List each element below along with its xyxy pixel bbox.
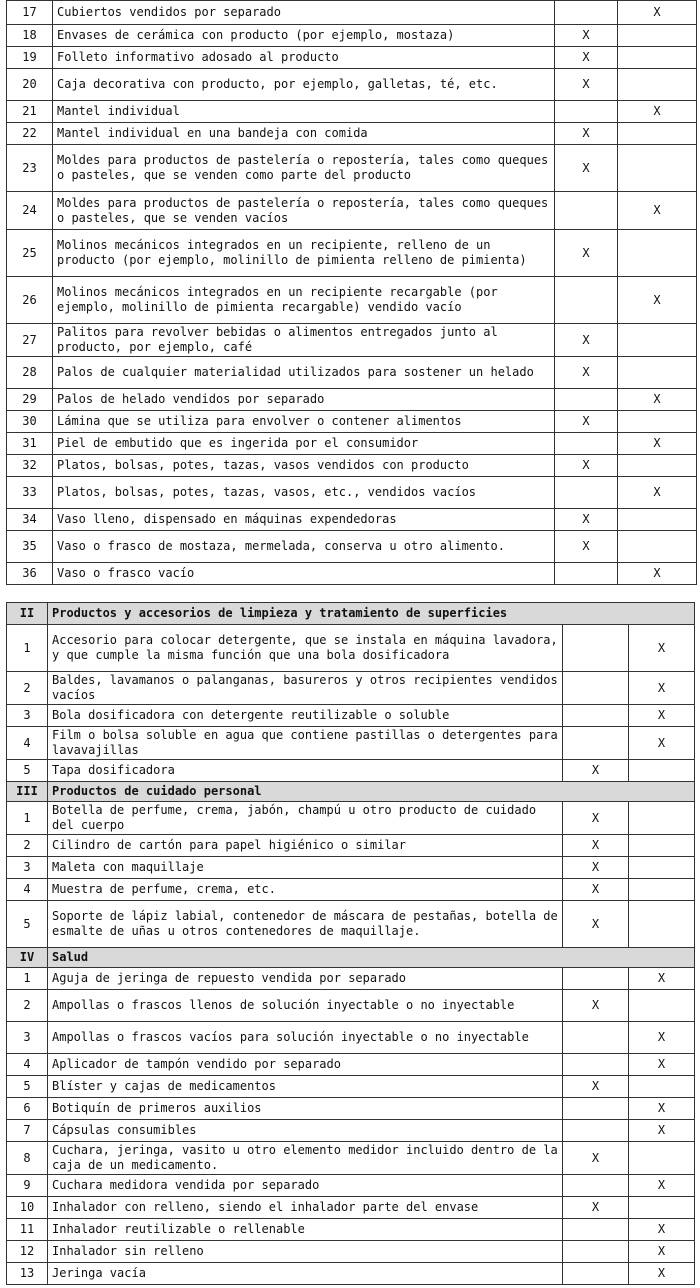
mark-column-b (618, 324, 697, 357)
item-description: Vaso o frasco vacío (53, 563, 555, 585)
mark-column-b (629, 879, 695, 901)
mark-column-b (618, 47, 697, 69)
mark-column-b: X (629, 727, 695, 760)
item-number: 18 (7, 25, 53, 47)
item-number: 21 (7, 101, 53, 123)
item-number: 29 (7, 389, 53, 411)
table-row (7, 509, 697, 531)
item-description: Lámina que se utiliza para envolver o contener alimentos (53, 411, 555, 433)
mark-column-a (563, 1263, 629, 1285)
mark-column-a (555, 433, 618, 455)
mark-column-b (629, 1076, 695, 1098)
mark-column-a (563, 1241, 629, 1263)
item-description: Molinos mecánicos integrados en un recipiente, relleno de un producto (por ejemplo, molinillo de pimienta relleno de pimienta) (53, 230, 555, 277)
mark-column-a (563, 1022, 629, 1054)
item-description: Piel de embutido que es ingerida por el consumidor (53, 433, 555, 455)
table-row (7, 990, 695, 1022)
table-body (7, 603, 695, 1285)
table-row (7, 357, 697, 389)
table-row (7, 1098, 695, 1120)
item-description: Botiquín de primeros auxilios (48, 1098, 563, 1120)
item-number: 12 (7, 1241, 48, 1263)
item-description: Botella de perfume, crema, jabón, champú u otro producto de cuidado del cuerpo (48, 802, 563, 835)
table-row (7, 531, 697, 563)
mark-column-b: X (629, 1241, 695, 1263)
table-packaging-part1 (6, 0, 697, 585)
mark-column-b: X (629, 1098, 695, 1120)
mark-column-b: X (629, 1219, 695, 1241)
item-description: Ampollas o frascos vacíos para solución inyectable o no inyectable (48, 1022, 563, 1054)
mark-column-b: X (618, 101, 697, 123)
table-row (7, 968, 695, 990)
item-number: 7 (7, 1120, 48, 1142)
mark-column-a: X (563, 901, 629, 948)
mark-column-a: X (563, 835, 629, 857)
table-row (7, 101, 697, 123)
section-header-row (7, 603, 695, 625)
mark-column-a (555, 389, 618, 411)
table-row (7, 857, 695, 879)
item-number: 17 (7, 1, 53, 25)
item-description: Envases de cerámica con producto (por ejemplo, mostaza) (53, 25, 555, 47)
table-row (7, 69, 697, 101)
item-number: 28 (7, 357, 53, 389)
mark-column-a: X (555, 357, 618, 389)
item-description: Platos, bolsas, potes, tazas, vasos vendidos con producto (53, 455, 555, 477)
table-row (7, 1120, 695, 1142)
mark-column-a (555, 477, 618, 509)
item-description: Aguja de jeringa de repuesto vendida por separado (48, 968, 563, 990)
mark-column-a (563, 625, 629, 672)
mark-column-a: X (563, 760, 629, 782)
mark-column-a (563, 968, 629, 990)
mark-column-a: X (555, 531, 618, 563)
table-row (7, 835, 695, 857)
item-number: 24 (7, 192, 53, 230)
table-row (7, 563, 697, 585)
mark-column-b: X (629, 1054, 695, 1076)
item-description: Inhalador con relleno, siendo el inhalador parte del envase (48, 1197, 563, 1219)
item-description: Film o bolsa soluble en agua que contiene pastillas o detergentes para lavavajillas (48, 727, 563, 760)
item-description: Inhalador reutilizable o rellenable (48, 1219, 563, 1241)
item-number: 22 (7, 123, 53, 145)
item-description: Bola dosificadora con detergente reutilizable o soluble (48, 705, 563, 727)
item-description: Folleto informativo adosado al producto (53, 47, 555, 69)
section-number: II (7, 603, 48, 625)
table-row (7, 1219, 695, 1241)
item-number: 31 (7, 433, 53, 455)
item-number: 3 (7, 705, 48, 727)
mark-column-b (629, 760, 695, 782)
item-description: Platos, bolsas, potes, tazas, vasos, etc., vendidos vacíos (53, 477, 555, 509)
table-row (7, 47, 697, 69)
item-number: 5 (7, 901, 48, 948)
item-description: Molinos mecánicos integrados en un recipiente recargable (por ejemplo, molinillo de pimienta recargable) vendido vacío (53, 277, 555, 324)
mark-column-b: X (629, 1120, 695, 1142)
table-body (7, 1, 697, 585)
mark-column-a (555, 101, 618, 123)
item-description: Aplicador de tampón vendido por separado (48, 1054, 563, 1076)
mark-column-b: X (618, 1, 697, 25)
table-row (7, 324, 697, 357)
table-row (7, 192, 697, 230)
table-row (7, 1, 697, 25)
table-row (7, 230, 697, 277)
section-header-row (7, 948, 695, 968)
mark-column-b (629, 835, 695, 857)
mark-column-a: X (563, 857, 629, 879)
item-number: 33 (7, 477, 53, 509)
item-description: Vaso lleno, dispensado en máquinas expendedoras (53, 509, 555, 531)
mark-column-b (629, 802, 695, 835)
item-description: Muestra de perfume, crema, etc. (48, 879, 563, 901)
item-description: Caja decorativa con producto, por ejemplo, galletas, té, etc. (53, 69, 555, 101)
mark-column-a: X (555, 47, 618, 69)
item-number: 10 (7, 1197, 48, 1219)
item-number: 8 (7, 1142, 48, 1175)
item-number: 35 (7, 531, 53, 563)
item-number: 5 (7, 760, 48, 782)
mark-column-b (618, 455, 697, 477)
item-description: Maleta con maquillaje (48, 857, 563, 879)
item-number: 25 (7, 230, 53, 277)
item-description: Palos de helado vendidos por separado (53, 389, 555, 411)
mark-column-a: X (555, 230, 618, 277)
item-description: Cuchara medidora vendida por separado (48, 1175, 563, 1197)
mark-column-a: X (555, 123, 618, 145)
item-number: 19 (7, 47, 53, 69)
item-description: Jeringa vacía (48, 1263, 563, 1285)
item-number: 3 (7, 1022, 48, 1054)
table-row (7, 625, 695, 672)
mark-column-a: X (555, 509, 618, 531)
table-row (7, 455, 697, 477)
item-number: 2 (7, 990, 48, 1022)
mark-column-a (563, 1219, 629, 1241)
item-number: 1 (7, 625, 48, 672)
section-header-row (7, 782, 695, 802)
table-row (7, 1142, 695, 1175)
mark-column-b (618, 145, 697, 192)
mark-column-b (629, 990, 695, 1022)
item-number: 26 (7, 277, 53, 324)
table-row (7, 1197, 695, 1219)
mark-column-b: X (629, 625, 695, 672)
table-row (7, 672, 695, 705)
mark-column-a (563, 727, 629, 760)
table-row (7, 411, 697, 433)
table-row (7, 145, 697, 192)
item-number: 11 (7, 1219, 48, 1241)
mark-column-a: X (555, 455, 618, 477)
mark-column-b: X (618, 477, 697, 509)
mark-column-a (555, 563, 618, 585)
table-row (7, 760, 695, 782)
mark-column-b: X (629, 1263, 695, 1285)
mark-column-b: X (629, 1175, 695, 1197)
mark-column-b (618, 411, 697, 433)
mark-column-a (555, 277, 618, 324)
item-description: Moldes para productos de pastelería o repostería, tales como queques o pasteles, que se venden como parte del producto (53, 145, 555, 192)
item-number: 9 (7, 1175, 48, 1197)
section-title: Productos y accesorios de limpieza y tratamiento de superficies (48, 603, 695, 625)
mark-column-b: X (618, 433, 697, 455)
table-row (7, 25, 697, 47)
item-description: Mantel individual en una bandeja con comida (53, 123, 555, 145)
table-row (7, 1263, 695, 1285)
item-number: 23 (7, 145, 53, 192)
item-number: 4 (7, 879, 48, 901)
item-number: 1 (7, 968, 48, 990)
table-row (7, 389, 697, 411)
item-number: 13 (7, 1263, 48, 1285)
item-number: 27 (7, 324, 53, 357)
mark-column-a (563, 1098, 629, 1120)
mark-column-b (618, 509, 697, 531)
mark-column-a (563, 1054, 629, 1076)
item-description: Accesorio para colocar detergente, que se instala en máquina lavadora, y que cumple la misma función que una bola dosificadora (48, 625, 563, 672)
table-row (7, 901, 695, 948)
item-description: Ampollas o frascos llenos de solución inyectable o no inyectable (48, 990, 563, 1022)
item-description: Cubiertos vendidos por separado (53, 1, 555, 25)
mark-column-a: X (555, 25, 618, 47)
mark-column-b: X (629, 672, 695, 705)
mark-column-b (629, 1142, 695, 1175)
mark-column-a (563, 1175, 629, 1197)
mark-column-b: X (618, 192, 697, 230)
item-description: Cilindro de cartón para papel higiénico o similar (48, 835, 563, 857)
mark-column-b: X (629, 968, 695, 990)
mark-column-a (555, 192, 618, 230)
table-row (7, 1175, 695, 1197)
item-number: 6 (7, 1098, 48, 1120)
item-description: Blíster y cajas de medicamentos (48, 1076, 563, 1098)
mark-column-a: X (555, 145, 618, 192)
table-packaging-part2 (6, 602, 695, 1285)
table-row (7, 277, 697, 324)
item-number: 20 (7, 69, 53, 101)
mark-column-b (618, 123, 697, 145)
table-row (7, 802, 695, 835)
mark-column-b (629, 901, 695, 948)
section-number: III (7, 782, 48, 802)
table-row (7, 433, 697, 455)
item-description: Baldes, lavamanos o palanganas, basureros y otros recipientes vendidos vacíos (48, 672, 563, 705)
item-description: Tapa dosificadora (48, 760, 563, 782)
mark-column-b (618, 69, 697, 101)
item-description: Palos de cualquier materialidad utilizados para sostener un helado (53, 357, 555, 389)
item-description: Cápsulas consumibles (48, 1120, 563, 1142)
item-description: Palitos para revolver bebidas o alimentos entregados junto al producto, por ejemplo, café (53, 324, 555, 357)
table-row (7, 1054, 695, 1076)
mark-column-b: X (629, 705, 695, 727)
section-number: IV (7, 948, 48, 968)
mark-column-a: X (555, 69, 618, 101)
mark-column-b (618, 357, 697, 389)
item-number: 5 (7, 1076, 48, 1098)
mark-column-a: X (555, 324, 618, 357)
item-number: 1 (7, 802, 48, 835)
item-description: Soporte de lápiz labial, contenedor de máscara de pestañas, botella de esmalte de uñas u otros contenedores de maquillaje. (48, 901, 563, 948)
section-title: Salud (48, 948, 695, 968)
item-number: 30 (7, 411, 53, 433)
mark-column-b (618, 531, 697, 563)
mark-column-b (618, 25, 697, 47)
table-row (7, 123, 697, 145)
mark-column-b (629, 1197, 695, 1219)
table-row (7, 477, 697, 509)
table-row (7, 1241, 695, 1263)
item-description: Moldes para productos de pastelería o repostería, tales como queques o pasteles, que se venden vacíos (53, 192, 555, 230)
item-number: 2 (7, 835, 48, 857)
item-number: 34 (7, 509, 53, 531)
item-description: Vaso o frasco de mostaza, mermelada, conserva u otro alimento. (53, 531, 555, 563)
mark-column-a: X (563, 1142, 629, 1175)
item-number: 2 (7, 672, 48, 705)
mark-column-a (563, 1120, 629, 1142)
mark-column-b: X (618, 389, 697, 411)
item-number: 36 (7, 563, 53, 585)
item-number: 3 (7, 857, 48, 879)
item-description: Cuchara, jeringa, vasito u otro elemento medidor incluido dentro de la caja de un medicamento. (48, 1142, 563, 1175)
mark-column-a: X (563, 1076, 629, 1098)
mark-column-b: X (618, 277, 697, 324)
table-row (7, 705, 695, 727)
item-description: Inhalador sin relleno (48, 1241, 563, 1263)
table-row (7, 1022, 695, 1054)
mark-column-a (563, 672, 629, 705)
mark-column-a (563, 705, 629, 727)
table-row (7, 1076, 695, 1098)
mark-column-b: X (629, 1022, 695, 1054)
mark-column-b (629, 857, 695, 879)
mark-column-a: X (563, 990, 629, 1022)
mark-column-a (555, 1, 618, 25)
item-number: 4 (7, 727, 48, 760)
mark-column-b: X (618, 563, 697, 585)
mark-column-a: X (563, 1197, 629, 1219)
table-row (7, 879, 695, 901)
mark-column-a: X (563, 879, 629, 901)
item-number: 4 (7, 1054, 48, 1076)
mark-column-a: X (563, 802, 629, 835)
item-number: 32 (7, 455, 53, 477)
section-title: Productos de cuidado personal (48, 782, 695, 802)
mark-column-b (618, 230, 697, 277)
mark-column-a: X (555, 411, 618, 433)
table-row (7, 727, 695, 760)
item-description: Mantel individual (53, 101, 555, 123)
